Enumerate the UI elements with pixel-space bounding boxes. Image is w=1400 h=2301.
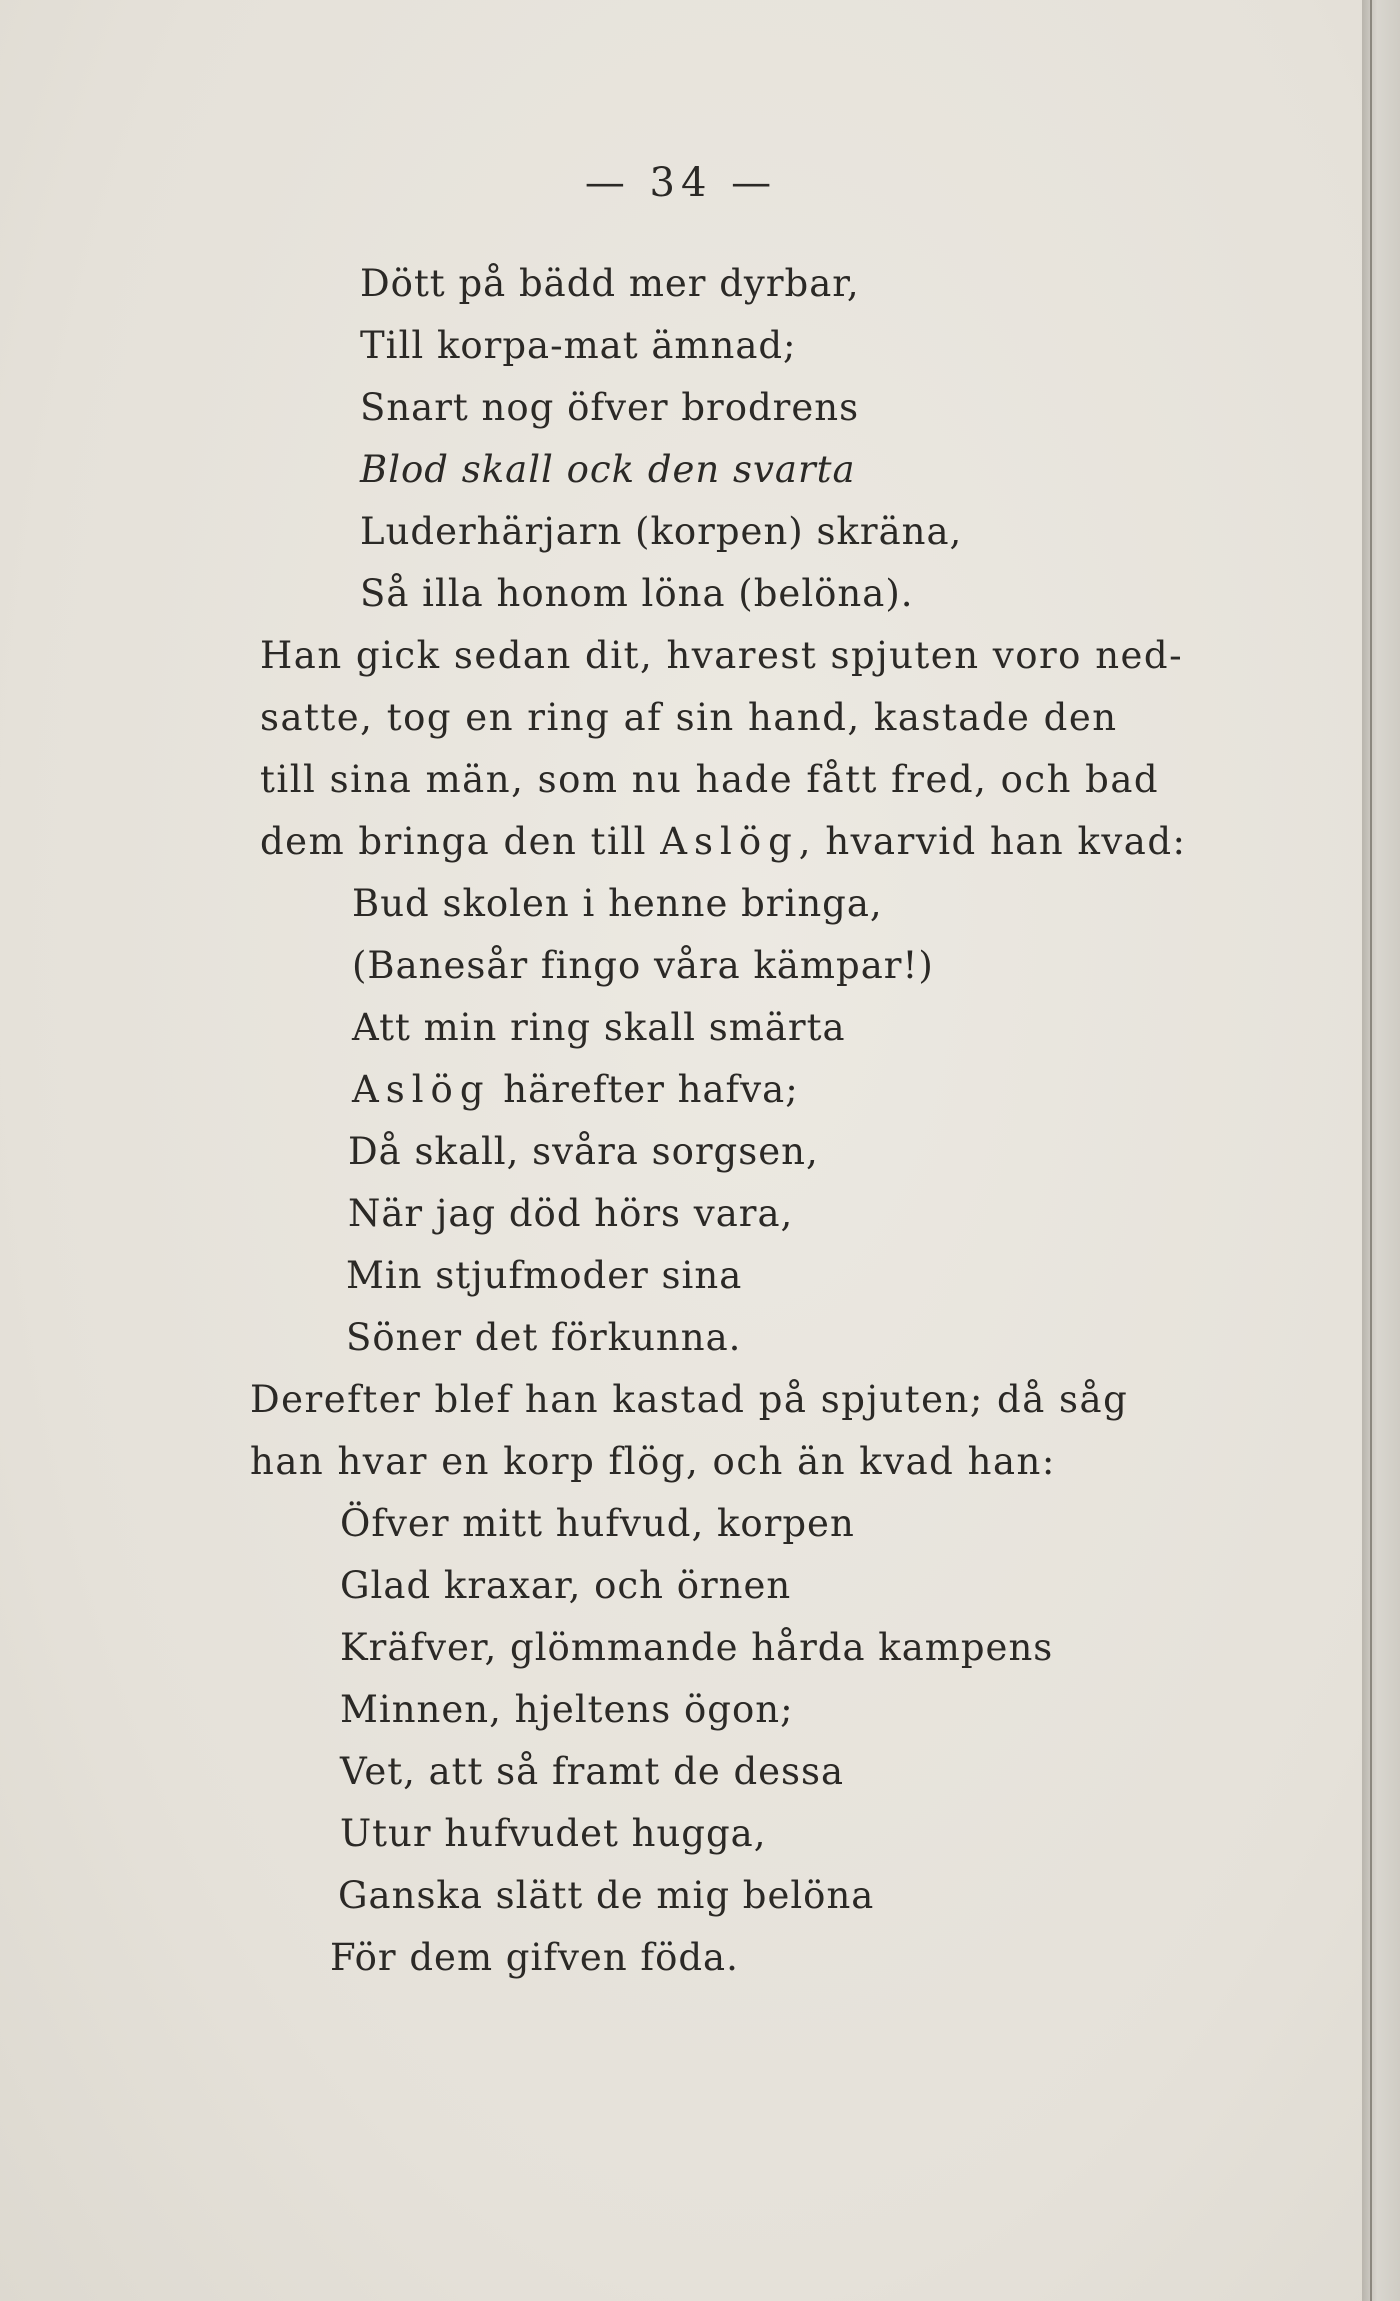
verse-line: Då skall, svåra sorgsen, bbox=[348, 1130, 819, 1173]
verse-line: Vet, att så framt de dessa bbox=[340, 1750, 845, 1793]
prose-text: dem bringa den till bbox=[260, 820, 648, 863]
verse-line: Glad kraxar, och örnen bbox=[340, 1564, 792, 1607]
verse-line: Blod skall ock den svarta bbox=[360, 448, 856, 491]
verse-line: Så illa honom löna (belöna). bbox=[360, 572, 914, 615]
verse-line: Dött på bädd mer dyrbar, bbox=[360, 262, 860, 305]
verse-line: Öfver mitt hufvud, korpen bbox=[340, 1502, 855, 1545]
verse-line: Bud skolen i henne bringa, bbox=[352, 882, 883, 925]
verse-line: När jag död hörs vara, bbox=[348, 1192, 794, 1235]
verse-line: Ganska slätt de mig belöna bbox=[338, 1874, 875, 1917]
prose-line: Han gick sedan dit, hvarest spjuten voro ned- bbox=[260, 634, 1184, 677]
verse-line: Minnen, hjeltens ögon; bbox=[340, 1688, 794, 1731]
prose-line: han hvar en korp flög, och än kvad han: bbox=[250, 1440, 1056, 1483]
spaced-name: Aslög bbox=[660, 820, 799, 863]
page-number: — 34 — bbox=[584, 160, 778, 206]
prose-line: Derefter blef han kastad på spjuten; då såg bbox=[250, 1378, 1129, 1421]
verse-line: Kräfver, glömmande hårda kampens bbox=[340, 1626, 1054, 1669]
verse-line: Snart nog öfver brodrens bbox=[360, 386, 860, 429]
page-edge bbox=[1362, 0, 1400, 2301]
spaced-name: Aslög bbox=[352, 1068, 491, 1111]
verse-line: Söner det förkunna. bbox=[346, 1316, 742, 1359]
verse-line: Utur hufvudet hugga, bbox=[340, 1812, 767, 1855]
verse-line: Att min ring skall smärta bbox=[352, 1006, 846, 1049]
verse-line: Till korpa-mat ämnad; bbox=[360, 324, 797, 367]
verse-line: Luderhärjarn (korpen) skräna, bbox=[360, 510, 963, 553]
verse-line: För dem gifven föda. bbox=[330, 1936, 739, 1979]
verse-line: Min stjufmoder sina bbox=[346, 1254, 743, 1297]
verse-text: härefter hafva; bbox=[490, 1068, 799, 1111]
verse-line bbox=[352, 1068, 799, 1112]
prose-text: , hvarvid han kvad: bbox=[798, 820, 1187, 863]
prose-line: till sina män, som nu hade fått fred, och bad bbox=[260, 758, 1160, 801]
prose-line bbox=[260, 820, 1187, 864]
verse-line: (Banesår fingo våra kämpar!) bbox=[352, 944, 934, 987]
page-edge-line bbox=[1370, 0, 1372, 2301]
prose-line: satte, tog en ring af sin hand, kastade den bbox=[260, 696, 1118, 739]
